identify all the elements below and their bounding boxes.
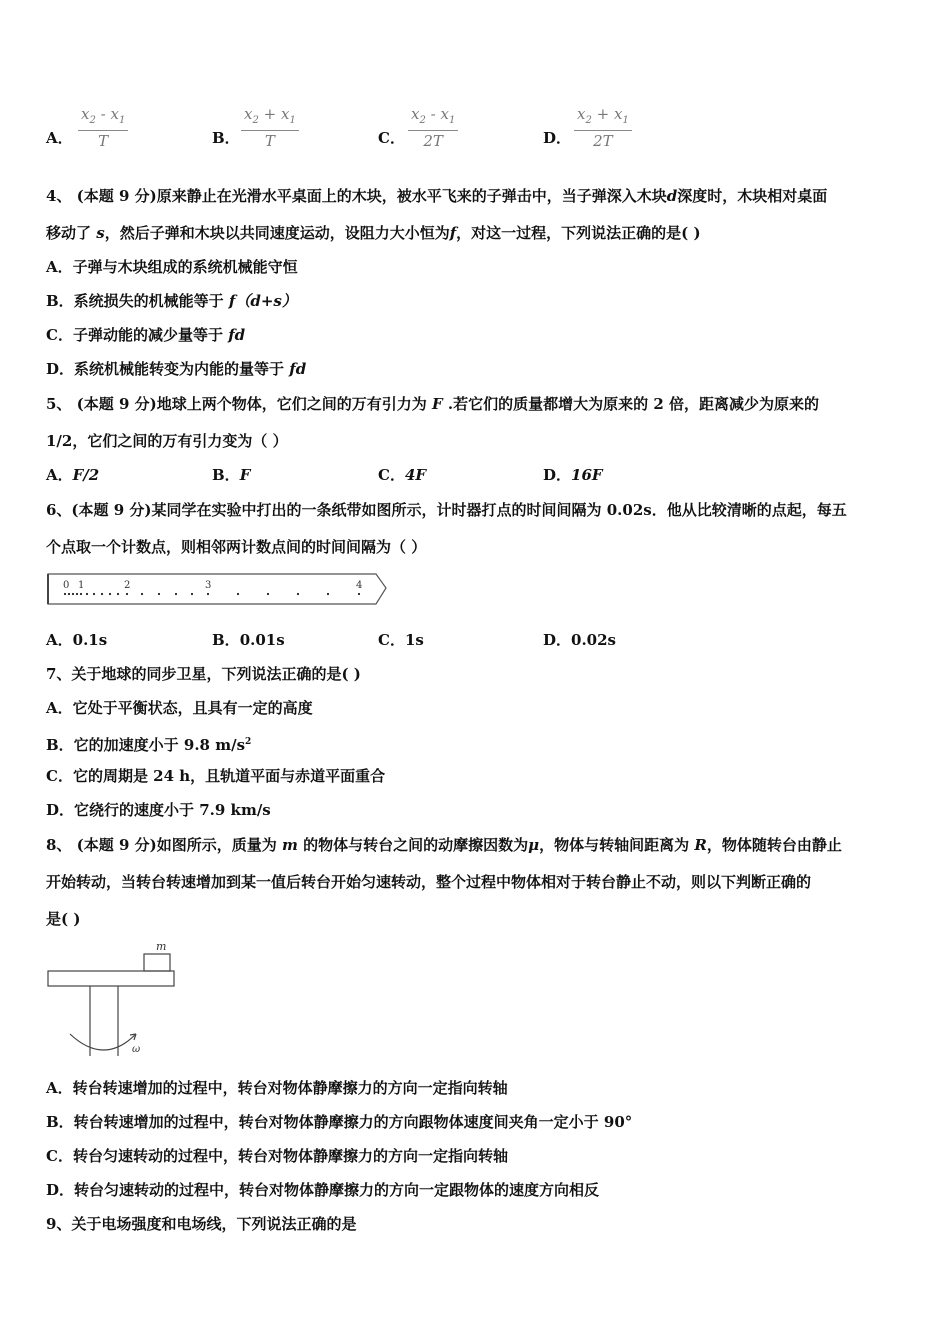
omega-label: ω [132, 1044, 141, 1055]
turntable-figure [46, 938, 181, 1064]
q3-option-b-label: B． [212, 129, 240, 147]
q7-option-c: C．它的周期是 24 h，且轨道平面与赤道平面重合 [46, 767, 386, 785]
tape-label-4: 4 [356, 580, 363, 591]
paper-tape-figure [46, 570, 391, 608]
tape-label-2: 2 [124, 580, 131, 591]
q6-stem-line1: 6、(本题 9 分)某同学在实验中打出的一条纸带如图所示，计时器打点的时间间隔为 0.02s．他从比较清晰的点起，每五 [46, 501, 847, 519]
q7-stem: 7、关于地球的同步卫星，下列说法正确的是( ) [46, 665, 361, 683]
tape-dots [64, 593, 360, 595]
q5-option-a: A．F/2 [46, 466, 100, 484]
q3-option-a-label: A． [46, 129, 73, 147]
q5-stem-line2: 1/2，它们之间的万有引力变为（ ） [46, 432, 288, 450]
q8-option-c: C．转台匀速转动的过程中，转台对物体静摩擦力的方向一定指向转轴 [46, 1147, 508, 1165]
q3-option-a-fraction: $\frac{x_2 - x_1}{T}$ [78, 106, 128, 151]
q3-option-c-fraction: $\frac{x_2 - x_1}{2T}$ [408, 106, 458, 151]
turntable-disk [48, 971, 174, 986]
q4-option-c: C．子弹动能的减少量等于 fd [46, 326, 246, 344]
q8-stem-line1: 8、 (本题 9 分)如图所示，质量为 m 的物体与转台之间的动摩擦因数为μ，物体与转轴间距离为 R，物体随转台由静止 [46, 836, 842, 854]
mass-label: m [156, 940, 167, 953]
q6-option-c: C．1s [378, 631, 424, 649]
q3-option-b-fraction: $\frac{x_2 + x_1}{T}$ [241, 106, 299, 151]
q7-option-b: B．它的加速度小于 9.8 $m/s^2$ [46, 736, 252, 754]
q4-option-a: A．子弹与木块组成的系统机械能守恒 [46, 258, 298, 276]
tape-label-1: 1 [78, 580, 85, 591]
mass-block [144, 954, 170, 971]
q5-option-b: B．F [212, 466, 251, 484]
q6-option-b: B．0.01s [212, 631, 285, 649]
q6-stem-line2: 个点取一个计数点，则相邻两计数点间的时间间隔为（ ） [46, 538, 427, 556]
q8-stem-line2: 开始转动，当转台转速增加到某一值后转台开始匀速转动，整个过程中物体相对于转台静止不动，则以下判断正确的 [46, 873, 812, 891]
q6-option-d: D．0.02s [543, 631, 616, 649]
q3-option-c-label: C． [378, 129, 405, 147]
q4-stem-line1: 4、 (本题 9 分)原来静止在光滑水平桌面上的木块，被水平飞来的子弹击中，当子弹深入木块d深度时，木块相对桌面 [46, 187, 828, 205]
q8-stem-line3: 是( ) [46, 910, 81, 928]
paper-tape-outline [48, 574, 386, 604]
q9-stem: 9、关于电场强度和电场线，下列说法正确的是 [46, 1215, 357, 1233]
q5-option-d: D．16F [543, 466, 603, 484]
q3-option-d-fraction: $\frac{x_2 + x_1}{2T}$ [574, 106, 632, 151]
q5-stem-line1: 5、 (本题 9 分)地球上两个物体，它们之间的万有引力为 F .若它们的质量都增大为原来的 2 倍，距离减少为原来的 [46, 395, 819, 413]
q5-option-c: C．4F [378, 466, 427, 484]
q7-option-a: A．它处于平衡状态，且具有一定的高度 [46, 699, 313, 717]
q7-option-d: D．它绕行的速度小于 7.9 km/s [46, 801, 271, 819]
q4-option-d: D．系统机械能转变为内能的量等于 fd [46, 360, 307, 378]
rotation-arc [70, 1034, 136, 1050]
tape-label-3: 3 [205, 580, 212, 591]
q8-option-b: B．转台转速增加的过程中，转台对物体静摩擦力的方向跟物体速度间夹角一定小于 90° [46, 1113, 633, 1131]
q8-option-d: D．转台匀速转动的过程中，转台对物体静摩擦力的方向一定跟物体的速度方向相反 [46, 1181, 600, 1199]
tape-label-0: 0 [63, 580, 70, 591]
q3-option-d-label: D． [543, 129, 572, 147]
q6-option-a: A．0.1s [46, 631, 108, 649]
q4-option-b: B．系统损失的机械能等于 f（d+s） [46, 292, 297, 310]
q4-stem-line2: 移动了 s，然后子弹和木块以共同速度运动，设阻力大小恒为f，对这一过程，下列说法正确的是( ) [46, 224, 701, 242]
q8-option-a: A．转台转速增加的过程中，转台对物体静摩擦力的方向一定指向转轴 [46, 1079, 508, 1097]
